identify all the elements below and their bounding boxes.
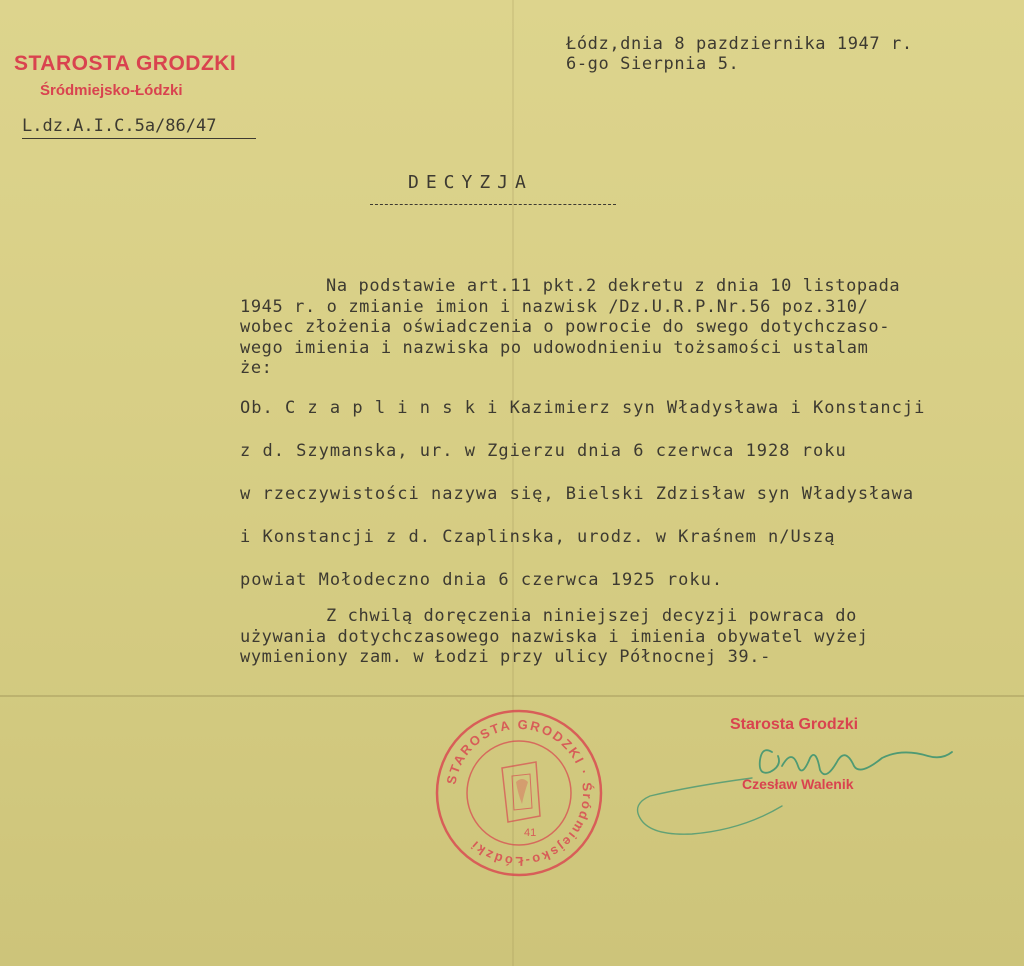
office-stamp-subtitle: Śródmiejsko-Łódzki — [40, 82, 183, 99]
text-line: Na podstawie art.11 pkt.2 dekretu z dnia 10 listopada — [326, 276, 901, 296]
paragraph-legal-basis — [240, 276, 1010, 379]
reference-number: L.dz.A.I.C.5a/86/47 — [22, 116, 256, 139]
document-title: DECYZJA — [408, 172, 533, 193]
title-underline — [370, 204, 616, 205]
paragraph-identity — [240, 398, 925, 613]
text-line: wego imienia i nazwiska po udowodnieniu tożsamości ustalam — [240, 337, 869, 358]
seal-ring-text: STAROSTA GRODZKI · Śródmiejsko-Łódzki — [443, 716, 596, 870]
text-line: powiat Mołodeczno dnia 6 czerwca 1925 roku. — [240, 570, 724, 590]
text-line: wobec złożenia oświadczenia o powrocie do swego dotychczaso- — [240, 317, 891, 337]
signatory-title: Starosta Grodzki — [730, 716, 859, 733]
seal-number: 41 — [524, 827, 537, 839]
eagle-emblem-icon — [502, 762, 540, 822]
official-seal — [432, 706, 606, 880]
paragraph-effect — [240, 606, 868, 668]
signatory-name: Czesław Walenik — [742, 776, 854, 792]
text-line: że: — [240, 358, 273, 378]
date-line: Łódz,dnia 8 pazdziernika 1947 r. — [566, 34, 913, 54]
text-line: Z chwilą doręczenia niniejszej decyzji powraca do — [326, 606, 857, 626]
office-stamp-title: STAROSTA GRODZKI — [14, 52, 237, 75]
text-line: używania dotychczasowego nazwiska i imienia obywatel wyżej — [240, 626, 869, 647]
text-line: Ob. C z a p l i n s k i Kazimierz syn Władysława i Konstancji — [240, 398, 926, 418]
text-line: i Konstancji z d. Czaplinska, urodz. w Kraśnem n/Uszą — [240, 527, 836, 547]
text-line: wymieniony zam. w Łodzi przy ulicy Północnej 39.- — [240, 647, 771, 667]
text-line: w rzeczywistości nazywa się, Bielski Zdzisław syn Władysława — [240, 484, 915, 504]
text-line: 1945 r. o zmianie imion i nazwisk /Dz.U.R.P.Nr.56 poz.310/ — [240, 296, 869, 317]
address-line: 6-go Sierpnia 5. — [566, 54, 740, 74]
text-line: z d. Szymanska, ur. w Zgierzu dnia 6 czerwca 1928 roku — [240, 441, 847, 461]
